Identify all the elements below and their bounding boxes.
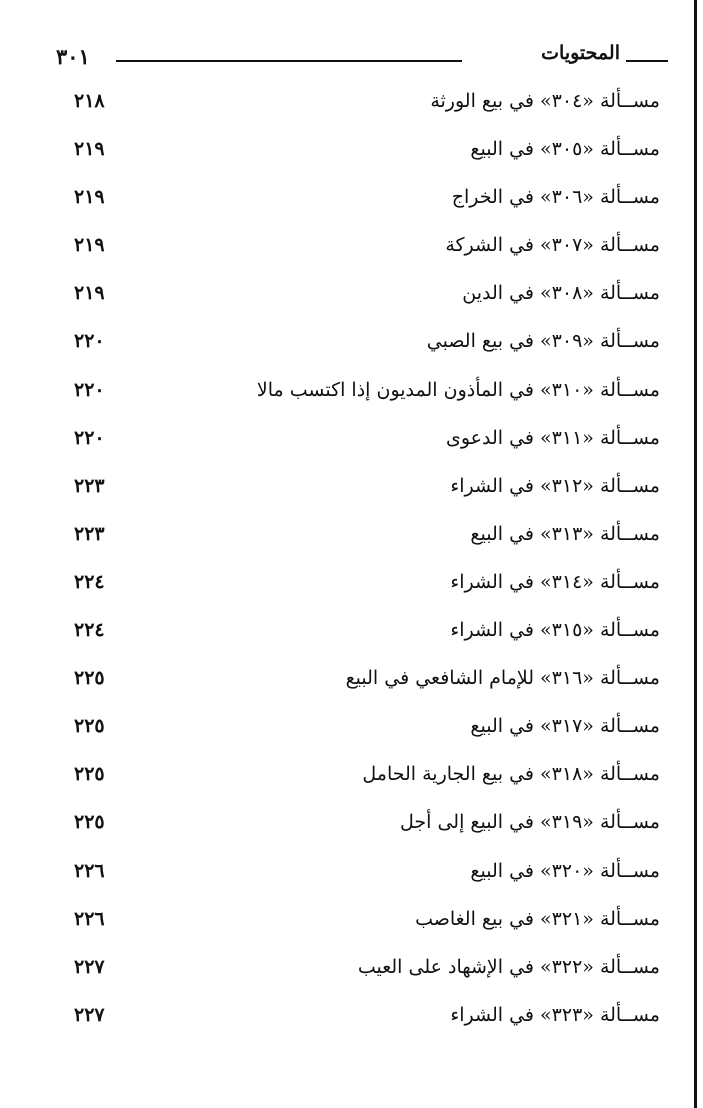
toc-entry [70, 900, 670, 948]
toc-entry-page: ٢٢٤ [74, 619, 105, 642]
toc-entry [70, 659, 670, 707]
toc-entry [70, 226, 670, 274]
toc-entry-page: ٢١٩ [74, 282, 105, 305]
toc-entry-page: ٢٢٠ [74, 426, 105, 449]
toc-entry-title: مســألة «٣٢١» في بيع الغاصب [415, 907, 660, 930]
toc-entry-title: مســألة «٣٠٤» في بيع الورثة [430, 90, 660, 112]
toc-entry-page: ٢٢٧ [74, 1003, 105, 1026]
toc-entry-title: مســألة «٣٠٧» في الشركة [445, 234, 660, 257]
toc-entry [70, 948, 670, 996]
toc-entry [70, 178, 670, 226]
toc-entry [70, 322, 670, 370]
toc-entry-title: مســألة «٣١٨» في بيع الجارية الحامل [362, 763, 660, 786]
toc-entry-title: مســألة «٣١٧» في البيع [470, 715, 660, 738]
toc-entry-title: مســألة «٣٠٨» في الدين [462, 282, 660, 305]
toc-entry-title: مســألة «٣٢٠» في البيع [470, 859, 660, 882]
toc-entry-title: مســألة «٣١١» في الدعوى [445, 426, 660, 449]
toc-entry [70, 82, 670, 130]
toc-entry-title: مســألة «٣١٥» في الشراء [450, 619, 660, 642]
toc-entry-page: ٢١٩ [74, 234, 105, 257]
toc-entry [70, 515, 670, 563]
toc-entry [70, 852, 670, 900]
toc-entry-page: ٢٢٥ [74, 667, 105, 690]
table-of-contents [70, 82, 670, 1044]
toc-entry-page: ٢١٨ [74, 90, 105, 112]
page-title: المحتويات [541, 42, 620, 64]
toc-entry-title: مســألة «٣٠٩» في بيع الصبي [426, 330, 660, 353]
toc-entry-page: ٢٢٥ [74, 715, 105, 738]
toc-entry [70, 130, 670, 178]
toc-entry [70, 467, 670, 515]
page-number: ٣٠١ [56, 44, 90, 69]
toc-entry-page: ٢٢٠ [74, 330, 105, 353]
toc-entry-page: ٢٢٤ [74, 570, 105, 593]
toc-entry-title: مســألة «٣١٩» في البيع إلى أجل [400, 811, 660, 834]
toc-entry-title: مســألة «٣٠٦» في الخراج [451, 186, 660, 209]
toc-entry-page: ٢٢٧ [74, 955, 105, 978]
toc-entry-page: ٢٢٦ [74, 907, 105, 930]
toc-entry-page: ٢٢٥ [74, 763, 105, 786]
toc-entry [70, 563, 670, 611]
toc-entry-title: مســألة «٣١٠» في المأذون المديون إذا اكتسب مالا [256, 378, 660, 401]
page-header [50, 38, 668, 74]
toc-entry-page: ٢٢٣ [74, 522, 105, 545]
toc-entry-page: ٢٢٥ [74, 811, 105, 834]
toc-entry-page: ٢٢٦ [74, 859, 105, 882]
page-edge-line [694, 0, 697, 1108]
toc-entry-title: مســألة «٣٢٢» في الإشهاد على العيب [357, 955, 660, 978]
toc-entry-title: مســألة «٣١٦» للإمام الشافعي في البيع [345, 667, 660, 690]
toc-entry-title: مســألة «٣١٢» في الشراء [450, 474, 660, 497]
header-rule-left [116, 60, 462, 62]
toc-entry [70, 755, 670, 803]
toc-entry [70, 419, 670, 467]
toc-entry-title: مســألة «٣١٣» في البيع [470, 522, 660, 545]
toc-entry [70, 611, 670, 659]
toc-entry [70, 996, 670, 1044]
toc-entry-title: مســألة «٣٢٣» في الشراء [450, 1003, 660, 1026]
header-rule-right [626, 60, 668, 62]
toc-entry-title: مســألة «٣١٤» في الشراء [450, 570, 660, 593]
toc-entry-page: ٢٢٠ [74, 378, 105, 401]
toc-entry-title: مســألة «٣٠٥» في البيع [470, 138, 660, 161]
toc-entry-page: ٢١٩ [74, 186, 105, 209]
toc-entry [70, 803, 670, 851]
toc-entry [70, 707, 670, 755]
toc-entry [70, 371, 670, 419]
toc-entry-page: ٢١٩ [74, 138, 105, 161]
toc-entry [70, 274, 670, 322]
toc-entry-page: ٢٢٣ [74, 474, 105, 497]
